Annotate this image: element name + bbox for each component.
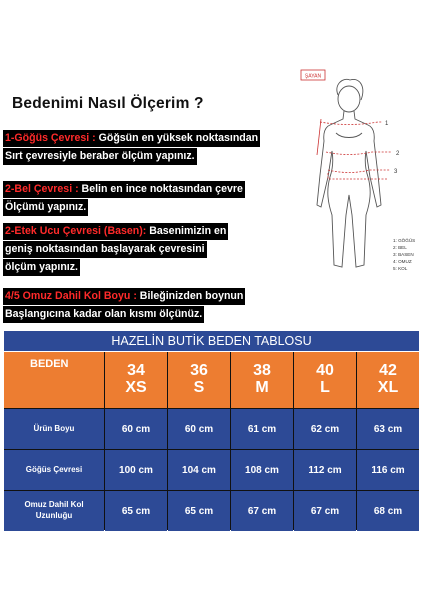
size-letter: L <box>320 379 330 396</box>
size-letter: XL <box>377 379 399 396</box>
instruction-text: Bileğinizden boynun <box>139 290 244 302</box>
page-title: Bedenimi Nasıl Ölçerim ? <box>12 95 204 112</box>
measurement-lines <box>317 119 392 179</box>
instruction-text: Ölçümü yapınız. <box>5 201 87 213</box>
instruction-line <box>3 199 88 216</box>
size-number: 36 <box>190 362 208 380</box>
instruction-text: geniş noktasından başlayarak çevresini <box>5 243 205 255</box>
size-table <box>4 352 419 530</box>
instruction-line <box>3 181 245 198</box>
legend-item: 5: KOL <box>393 266 408 271</box>
instruction-heading: 2-Etek Ucu Çevresi (Basen): <box>5 225 150 237</box>
legend-item: 2: BEL <box>393 245 407 250</box>
table-cell: 61 cm <box>231 409 293 449</box>
legend-item: 4: OMUZ <box>393 259 412 264</box>
size-header <box>168 352 230 408</box>
row-label: Ürün Boyu <box>4 409 104 449</box>
instruction-heading: 1-Göğüs Çevresi : <box>5 132 99 144</box>
row-label: Omuz Dahil Kol Uzunluğu <box>4 491 104 531</box>
table-cell: 104 cm <box>168 450 230 490</box>
instruction-line <box>3 223 228 240</box>
instruction-line <box>3 259 80 276</box>
table-cell: 62 cm <box>294 409 356 449</box>
instruction-text: Sırt çevresiyle beraber ölçüm yapınız. <box>5 150 195 162</box>
table-cell: 68 cm <box>357 491 419 531</box>
instruction-text: Basenimizin en <box>149 225 227 237</box>
table-cell: 67 cm <box>231 491 293 531</box>
table-cell: 108 cm <box>231 450 293 490</box>
size-header <box>105 352 167 408</box>
table-corner-beden: BEDEN <box>4 352 104 408</box>
instruction-heading: 4/5 Omuz Dahil Kol Boyu : <box>5 290 140 302</box>
instruction-text: ölçüm yapınız. <box>5 261 78 273</box>
size-letter: M <box>255 379 269 396</box>
size-number: 40 <box>316 362 334 380</box>
instruction-text: Başlangıcına kadar olan kısmı ölçünüz. <box>5 308 203 320</box>
instruction-line <box>3 288 245 305</box>
legend-item: 3: BASEN <box>393 252 414 257</box>
size-number: 34 <box>127 362 145 380</box>
table-cell: 100 cm <box>105 450 167 490</box>
table-cell: 63 cm <box>357 409 419 449</box>
instruction-line <box>3 241 207 258</box>
size-header <box>357 352 419 408</box>
legend-item: 1: GÖĞÜS <box>393 238 416 243</box>
size-table-title: HAZELİN BUTİK BEDEN TABLOSU <box>4 331 419 351</box>
instruction-line <box>3 306 204 323</box>
table-cell: 112 cm <box>294 450 356 490</box>
table-cell: 60 cm <box>168 409 230 449</box>
instruction-text: Belin en ince noktasından çevre <box>81 183 243 195</box>
table-cell: 116 cm <box>357 450 419 490</box>
marker-3: 3 <box>394 169 398 175</box>
figure-legend <box>393 237 415 271</box>
table-cell: 60 cm <box>105 409 167 449</box>
size-letter: S <box>193 379 205 396</box>
size-number: 42 <box>379 362 397 380</box>
instruction-heading: 2-Bel Çevresi : <box>5 183 82 195</box>
table-cell: 67 cm <box>294 491 356 531</box>
size-letter: XS <box>125 379 147 396</box>
instruction-line <box>3 148 197 165</box>
instruction-text: Göğsün en yüksek noktasından <box>98 132 259 144</box>
marker-1: 1 <box>385 121 389 127</box>
size-number: 38 <box>253 362 271 380</box>
body-measurement-figure <box>290 55 424 285</box>
body-outline <box>317 79 381 267</box>
instruction-line <box>3 130 260 147</box>
brand-tag-text: ŞAYAN <box>304 73 322 80</box>
marker-2: 2 <box>396 151 400 157</box>
table-cell: 65 cm <box>168 491 230 531</box>
size-header <box>231 352 293 408</box>
size-header <box>294 352 356 408</box>
table-cell: 65 cm <box>105 491 167 531</box>
row-label: Göğüs Çevresi <box>4 450 104 490</box>
